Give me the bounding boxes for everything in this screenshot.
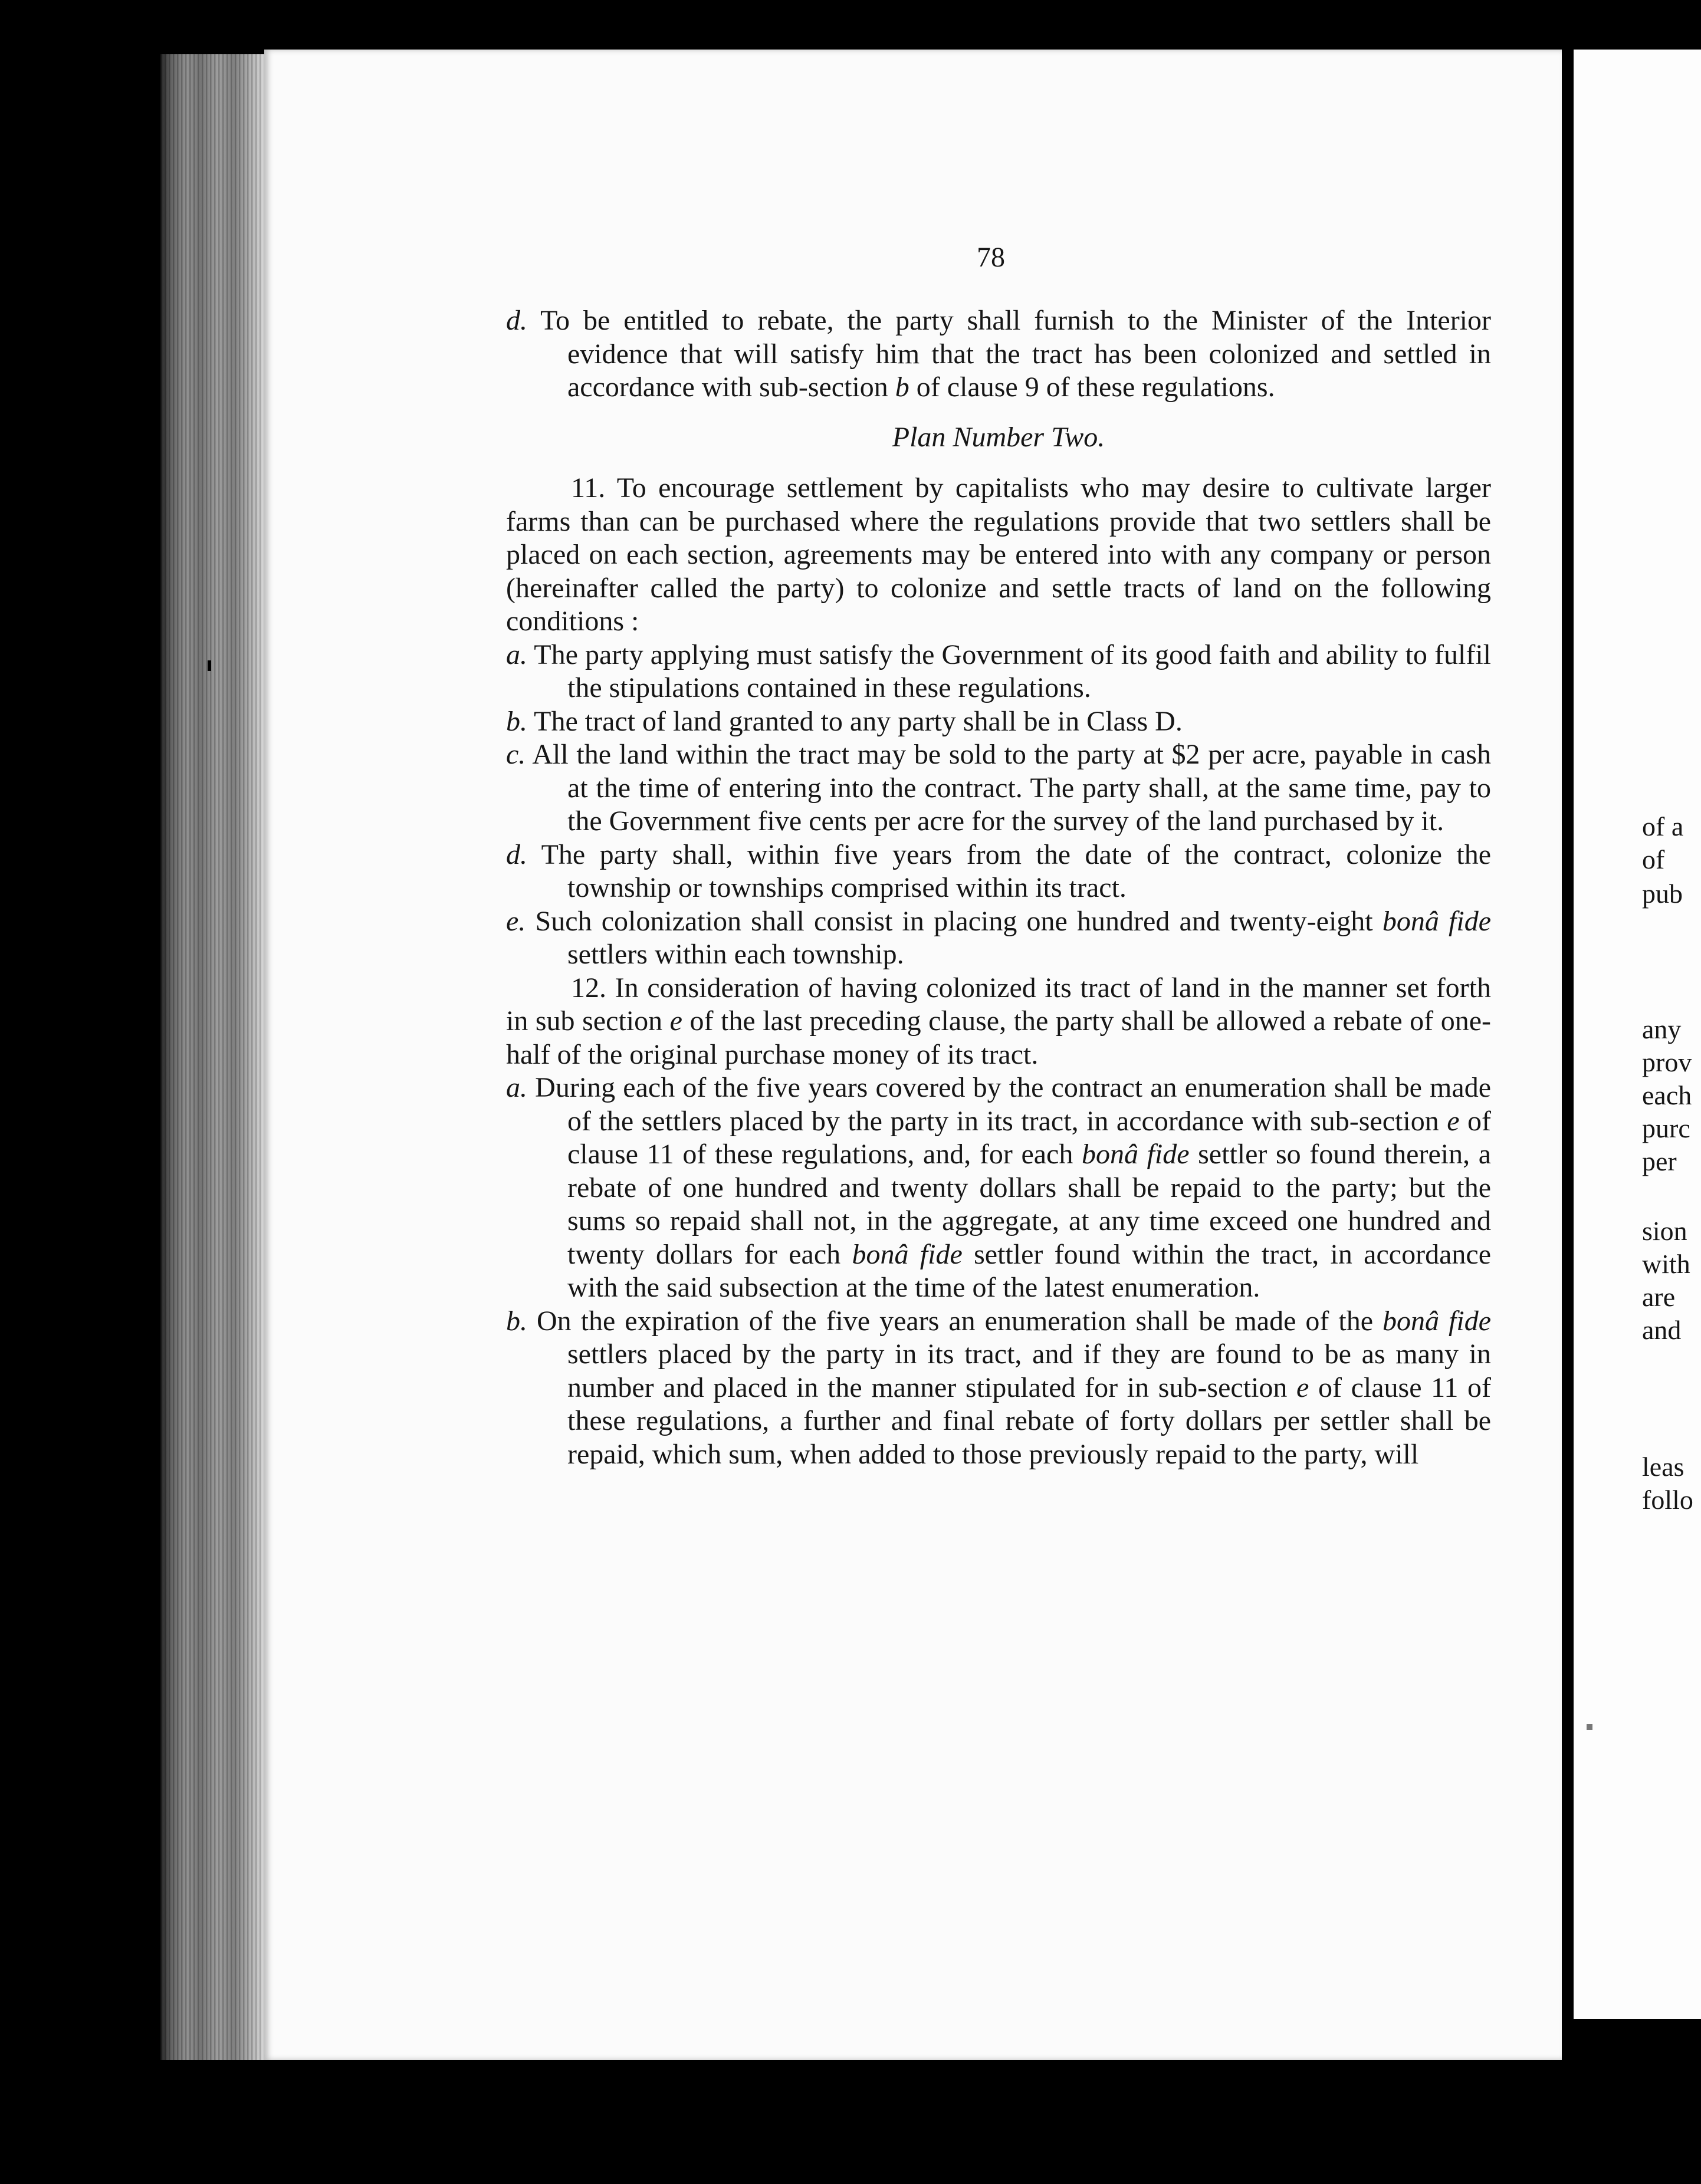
page-number: 78 xyxy=(977,242,1005,273)
adjacent-fragment: of a xyxy=(1642,811,1684,841)
clause-11-subsection-c: c. All the land within the tract may be sold to the party at $2 per acre, payable in cash at the time of entering into the contract. The party shall, at the same time, pay to the Government five cents per acre for the survey of the land purchased by it. xyxy=(506,739,1491,837)
adjacent-fragment: pub xyxy=(1642,879,1683,909)
clause-11: 11. To encourage settlement by capitalists who may desire to cultivate larger farms than can be purchased where the regulations provide that two settlers shall be placed on each section, agreements may be entered into with any company or person (hereinafter called the party) to colonize and settle tracts of land on the following conditions : xyxy=(506,472,1491,637)
adjacent-fragment: are xyxy=(1642,1282,1676,1312)
adjacent-fragment: of xyxy=(1642,844,1665,874)
clause-10-subsection-d: d. To be entitled to rebate, the party shall furnish to the Minister of the Interior evidence that will satisfy him that the tract has been colonized and settled in accordance with sub-section b of clause 9 of these regulations. xyxy=(506,305,1492,403)
adjacent-fragment: sion xyxy=(1642,1216,1687,1246)
adjacent-page xyxy=(1574,50,1701,2019)
clause-11-subsection-a: a. The party applying must satisfy the Government of its good faith and ability to fulfil the stipulations contained in these regulations. xyxy=(506,639,1492,703)
adjacent-fragment: prov xyxy=(1642,1047,1692,1077)
adjacent-fragment: follo xyxy=(1642,1485,1693,1515)
clause-12: 12. In consideration of having colonized its tract of land in the manner set forth in sub section e of the last preceding clause, the party shall be allowed a rebate of one-half of the original purchase money of its tract. xyxy=(506,972,1491,1070)
clause-12-subsection-a: a. During each of the five years covered by the contract an enumeration shall be made of the settlers placed by the party in its tract, in accordance with sub-section e of clause 11 of these regulations, and, for each bonâ fide settler so found therein, a rebate of one hundred and twenty dollars shall be repaid to the party; but the sums so repaid shall not, in the aggregate, at any time exceed one hundred and twenty dollars for each bonâ fide settler found within the tract, in accordance with the said subsection at the time of the latest enumeration. xyxy=(506,1072,1492,1303)
adjacent-fragment: each xyxy=(1642,1080,1692,1110)
scan-artifact xyxy=(1587,1724,1592,1730)
adjacent-fragment: with xyxy=(1642,1249,1690,1279)
page-body-text xyxy=(506,304,1491,1471)
clause-11-subsection-d: d. The party shall, within five years from the date of the contract, colonize the township or townships comprised within its tract. xyxy=(506,838,1491,903)
adjacent-fragment: and xyxy=(1642,1315,1682,1345)
adjacent-fragment: any xyxy=(1642,1014,1682,1044)
clause-12-subsection-b: b. On the expiration of the five years an enumeration shall be made of the bonâ fide settlers placed by the party in its tract, and if they are found to be as many in number and placed in the manner stipulated for in sub-section e of clause 11 of these regulations, a further and final rebate of forty dollars per settler shall be repaid, which sum, when added to those previously repaid to the party, will xyxy=(506,1305,1492,1470)
adjacent-fragment: purc xyxy=(1642,1113,1690,1143)
clause-11-subsection-b: b. The tract of land granted to any party shall be in Class D. xyxy=(506,705,1183,737)
adjacent-fragment: per xyxy=(1642,1146,1677,1176)
scan-artifact xyxy=(208,660,211,671)
clause-11-subsection-e: e. Such colonization shall consist in placing one hundred and twenty-eight bonâ fide settlers within each township. xyxy=(506,905,1492,970)
book-page-edges xyxy=(160,54,265,2060)
adjacent-fragment: leas xyxy=(1642,1452,1684,1482)
section-heading: Plan Number Two. xyxy=(892,421,1105,453)
